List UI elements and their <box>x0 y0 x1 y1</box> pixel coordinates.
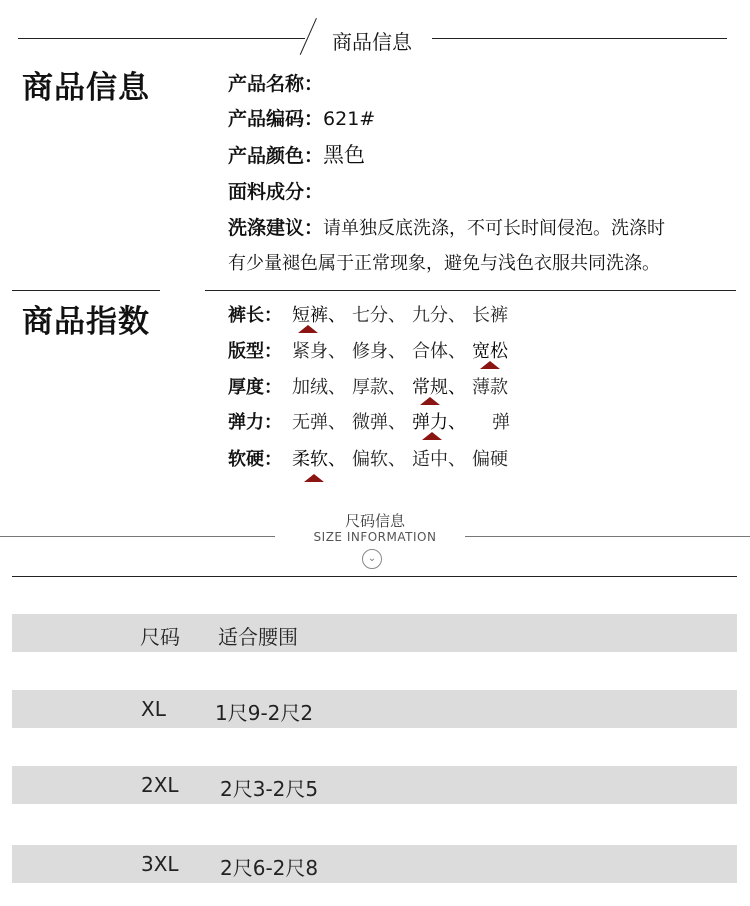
info-label: 产品颜色： <box>228 145 324 167</box>
product-info-title: 商品信息 <box>22 70 150 106</box>
waist-cell: 2尺3-2尺5 <box>220 777 319 801</box>
index-rule-left <box>12 290 160 291</box>
selected-indicator-icon <box>304 474 324 482</box>
index-row-stretch <box>228 411 510 435</box>
selected-indicator-icon <box>480 361 500 369</box>
index-option: 紧身、 <box>292 341 346 362</box>
index-option: 九分、 <box>412 305 466 326</box>
index-option: 常规、 <box>412 377 466 398</box>
header-slash <box>300 18 317 55</box>
size-column-header: 尺码 <box>140 625 180 649</box>
index-label: 版型： <box>228 341 282 362</box>
index-label: 软硬： <box>228 449 282 470</box>
waist-cell: 1尺9-2尺2 <box>215 701 314 725</box>
info-value: 请单独反底洗涤，不可长时间侵泡。洗涤时 <box>323 218 666 239</box>
index-row-softness <box>228 448 508 472</box>
index-option: 无弹、 <box>292 412 346 433</box>
selected-indicator-icon <box>298 325 318 333</box>
info-value: 黑色 <box>323 143 366 167</box>
index-option: 弹力、 <box>412 412 466 433</box>
product-index-title: 商品指数 <box>22 304 150 340</box>
header-rule-left <box>18 38 305 39</box>
index-option: 柔软、 <box>292 449 346 470</box>
info-row-name <box>228 72 323 96</box>
chevron-down-icon: ⌄ <box>362 549 382 569</box>
selected-indicator-icon <box>420 397 440 405</box>
table-row <box>12 766 737 804</box>
waist-column-header: 适合腰围 <box>218 625 298 649</box>
index-row-length <box>228 304 508 328</box>
size-rule-right <box>465 536 750 537</box>
index-option: 短裤、 <box>292 305 346 326</box>
index-option: 适中、 <box>412 449 466 470</box>
table-row <box>12 690 737 728</box>
index-label: 裤长： <box>228 305 282 326</box>
wash-continuation: 有少量褪色属于正常现象，避免与浅色衣服共同洗涤。 <box>228 253 660 274</box>
size-section-rule <box>12 576 737 577</box>
index-option: 弹 <box>492 412 510 433</box>
index-option: 宽松 <box>472 341 508 362</box>
index-label: 弹力： <box>228 412 282 433</box>
index-option: 微弹、 <box>352 412 406 433</box>
size-info-subtitle: SIZE INFORMATION <box>313 530 437 544</box>
info-row-wash <box>228 216 665 241</box>
index-option: 加绒、 <box>292 377 346 398</box>
waist-cell: 2尺6-2尺8 <box>220 856 319 880</box>
size-cell: XL <box>141 697 166 721</box>
index-row-fit <box>228 340 508 364</box>
index-option: 薄款 <box>472 377 508 398</box>
index-option: 厚款、 <box>352 377 406 398</box>
size-table-header <box>12 614 737 652</box>
index-option: 合体、 <box>412 341 466 362</box>
size-info-title: 尺码信息 <box>344 512 405 530</box>
index-row-thickness <box>228 376 508 400</box>
index-option: 七分、 <box>352 305 406 326</box>
index-option: 修身、 <box>352 341 406 362</box>
index-option: 偏硬 <box>472 449 508 470</box>
info-value: 621# <box>323 108 376 130</box>
index-label: 厚度： <box>228 377 282 398</box>
info-label: 产品名称： <box>228 73 324 95</box>
info-row-color <box>228 143 365 168</box>
index-option: 长裤 <box>472 305 508 326</box>
info-label: 产品编码： <box>228 108 324 130</box>
info-label: 面料成分： <box>228 181 324 203</box>
header-title: 商品信息 <box>332 30 412 54</box>
header-rule-right <box>432 38 727 39</box>
table-row <box>12 845 737 883</box>
selected-indicator-icon <box>422 432 442 440</box>
info-row-fabric <box>228 180 323 204</box>
info-label: 洗涤建议： <box>228 217 324 239</box>
size-cell: 2XL <box>141 773 179 797</box>
size-cell: 3XL <box>141 852 179 876</box>
index-rule-right <box>205 290 736 291</box>
index-option: 偏软、 <box>352 449 406 470</box>
info-row-code <box>228 107 375 131</box>
